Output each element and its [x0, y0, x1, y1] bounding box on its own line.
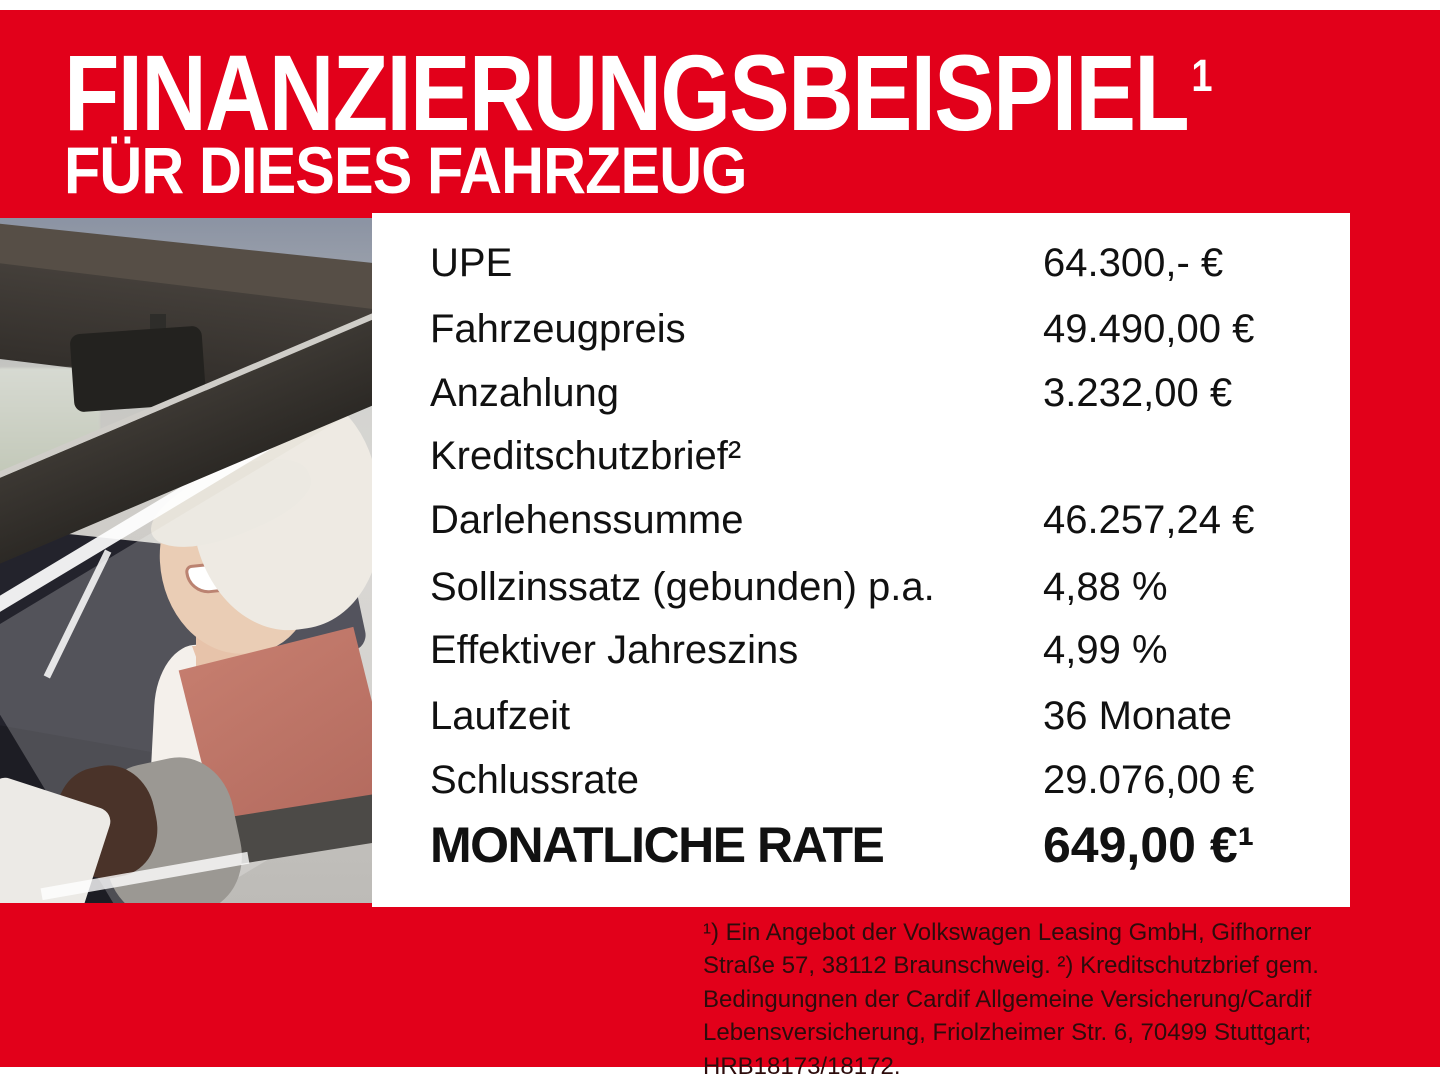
row-value: 64.300,- € — [1043, 241, 1224, 285]
monthly-rate-value: 649,00 €¹ — [1043, 817, 1255, 873]
page-title-superscript: 1 — [1191, 50, 1213, 102]
page-title-text: FINANZIERUNGSBEISPIEL — [64, 32, 1189, 153]
table-row-schlussrate — [430, 760, 1330, 800]
row-value: 4,88 % — [1043, 565, 1168, 609]
footnote-line: Bedingungnen der Cardif Allgemeine Versicherung/Cardif — [703, 985, 1312, 1013]
row-label: Sollzinssatz (gebunden) p.a. — [430, 565, 935, 609]
table-row-darlehenssumme — [430, 500, 1330, 540]
page-subtitle: FÜR DIESES FAHRZEUG — [64, 133, 747, 208]
footnote-line: Straße 57, 38112 Braunschweig. ²) Kreditschutzbrief gem. — [703, 952, 1319, 980]
row-label: Fahrzeugpreis — [430, 307, 686, 351]
row-value: 29.076,00 € — [1043, 758, 1255, 802]
table-row-anzahlung — [430, 373, 1330, 413]
footnote — [703, 916, 1363, 1083]
table-row-effektiver-jahreszins — [430, 630, 1330, 670]
page-title — [64, 32, 1213, 153]
row-label: Kreditschutzbrief² — [430, 434, 742, 478]
footnote-line: Lebensversicherung, Friolzheimer Str. 6, 70499 Stuttgart; — [703, 1019, 1312, 1047]
row-value: 46.257,24 € — [1043, 498, 1255, 542]
row-label: Effektiver Jahreszins — [430, 628, 799, 672]
row-value: 49.490,00 € — [1043, 307, 1255, 351]
woman-in-car-photo — [0, 218, 372, 903]
row-value: 36 Monate — [1043, 694, 1233, 738]
financing-panel — [372, 213, 1350, 907]
table-row-sollzinssatz — [430, 567, 1330, 607]
row-label: Darlehenssumme — [430, 498, 744, 542]
row-value: 3.232,00 € — [1043, 371, 1233, 415]
table-row-kreditschutzbrief — [430, 436, 1330, 476]
row-label: Laufzeit — [430, 694, 571, 738]
table-row-fahrzeugpreis — [430, 309, 1330, 349]
table-row-monatliche-rate — [430, 817, 1330, 873]
header — [64, 32, 1431, 208]
row-label: UPE — [430, 241, 513, 285]
table-row-laufzeit — [430, 696, 1330, 736]
monthly-rate-label: MONATLICHE RATE — [430, 817, 884, 873]
row-label: Anzahlung — [430, 371, 620, 415]
footnote-line: HRB18173/18172. — [703, 1052, 901, 1080]
table-row-upe — [430, 243, 1330, 283]
row-label: Schlussrate — [430, 758, 639, 802]
row-value: 4,99 % — [1043, 628, 1168, 672]
footnote-line: ¹) Ein Angebot der Volkswagen Leasing GmbH, Gifhorner — [703, 919, 1312, 946]
